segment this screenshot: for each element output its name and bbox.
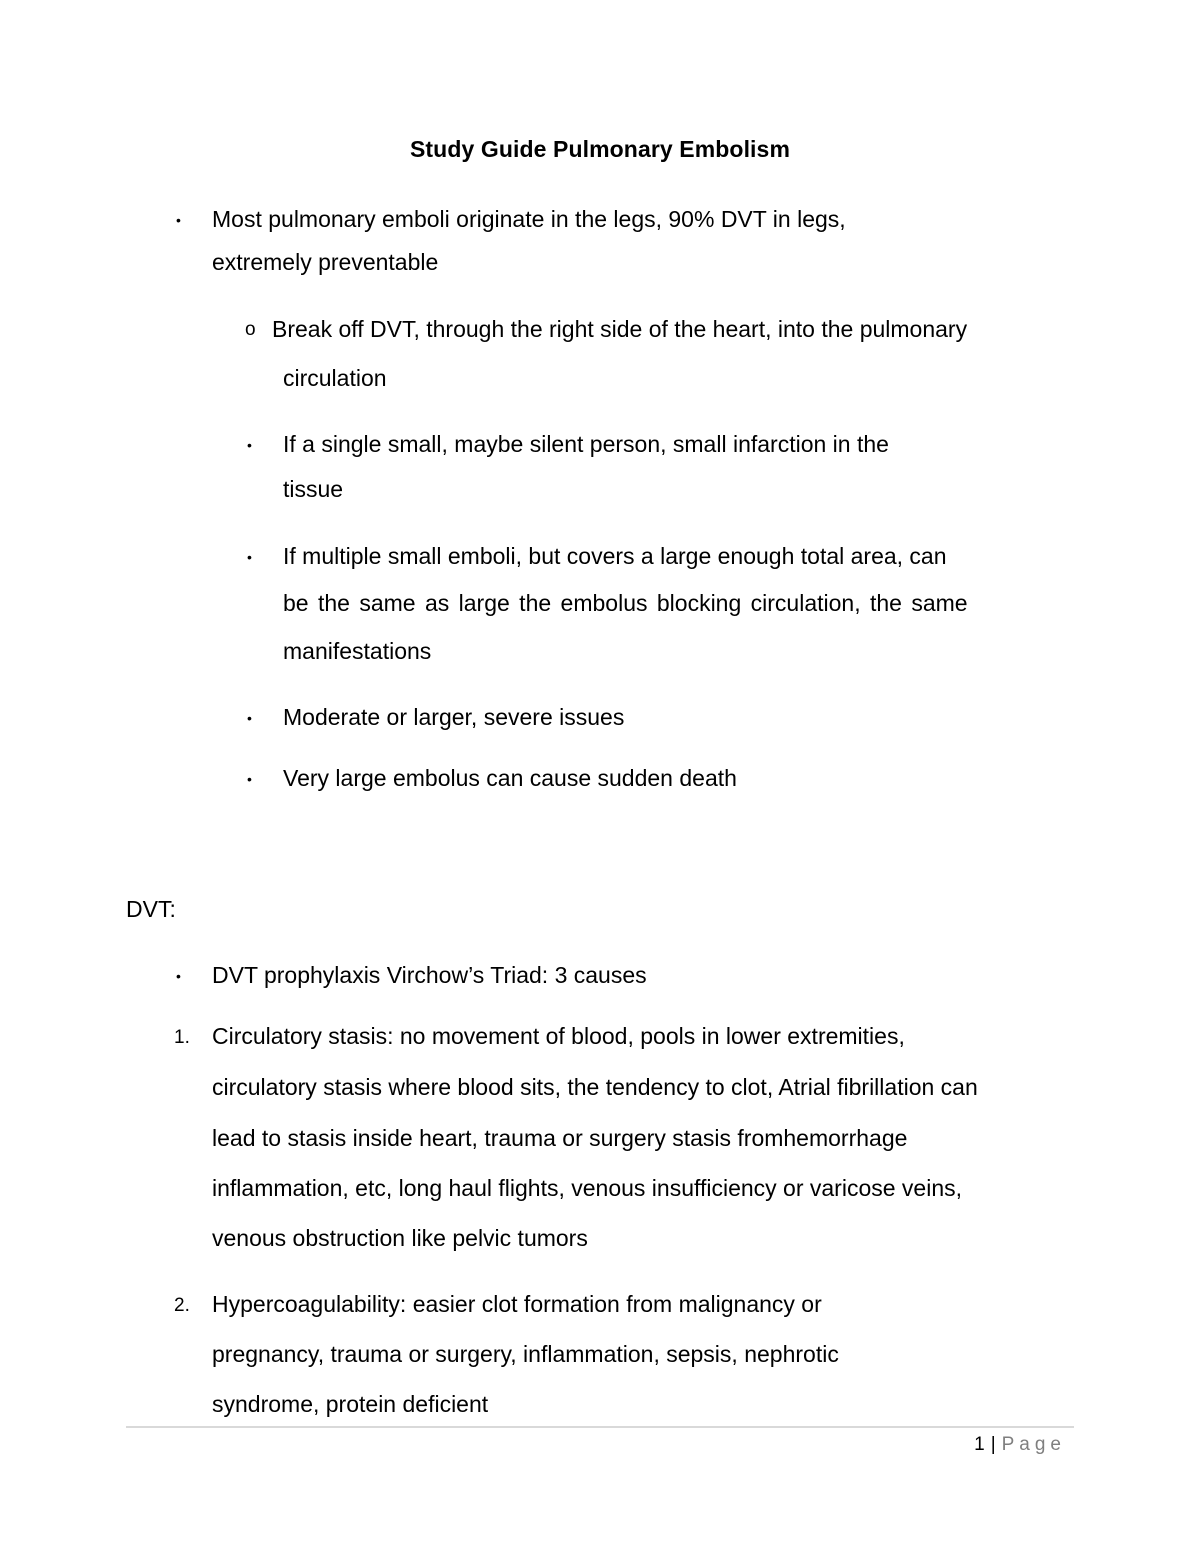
nested-bullet-4-line-1: Very large embolus can cause sudden death — [283, 765, 737, 791]
bullet-marker: • — [247, 710, 252, 726]
nested-bullet-1-line-2: tissue — [283, 476, 344, 502]
bullet-marker: • — [176, 968, 181, 984]
sub-bullet-marker: o — [245, 319, 256, 340]
nested-bullet-2-line-1: If multiple small emboli, but covers a large enough total area, can — [283, 543, 947, 569]
list-number: 2. — [174, 1295, 190, 1316]
list-number: 1. — [174, 1027, 190, 1048]
intro-bullet-line-2: extremely preventable — [212, 249, 439, 275]
footer-separator: | — [990, 1434, 996, 1455]
numbered-item-1-line-2: circulatory stasis where blood sits, the tendency to clot, Atrial fibrillation can — [212, 1074, 978, 1100]
sub-bullet-line-2: circulation — [283, 365, 387, 391]
intro-bullet-line-1: Most pulmonary emboli originate in the legs, 90% DVT in legs, — [212, 206, 846, 232]
bullet-marker: • — [247, 437, 252, 453]
numbered-item-1-line-5: venous obstruction like pelvic tumors — [212, 1225, 588, 1251]
bullet-marker: • — [247, 771, 252, 787]
nested-bullet-1-line-1: If a single small, maybe silent person, small infarction in the — [283, 431, 889, 457]
footer-rule — [126, 1426, 1074, 1428]
numbered-item-1-line-1: Circulatory stasis: no movement of blood, pools in lower extremities, — [212, 1023, 905, 1049]
dvt-bullet-line-1: DVT prophylaxis Virchow’s Triad: 3 causes — [212, 962, 647, 988]
page-label: Page — [1001, 1434, 1066, 1455]
sub-bullet-line-1: Break off DVT, through the right side of the heart, into the pulmonary — [272, 316, 968, 342]
numbered-item-2-line-2: pregnancy, trauma or surgery, inflammation, sepsis, nephrotic — [212, 1341, 839, 1367]
page-footer — [974, 1432, 1066, 1458]
numbered-item-2-line-1: Hypercoagulability: easier clot formation from malignancy or — [212, 1291, 822, 1317]
page-number: 1 — [974, 1434, 985, 1455]
numbered-item-2-line-3: syndrome, protein deficient — [212, 1391, 489, 1417]
document-title: Study Guide Pulmonary Embolism — [409, 136, 790, 162]
section-heading-dvt: DVT: — [126, 896, 176, 922]
numbered-item-1-line-3: lead to stasis inside heart, trauma or surgery stasis fromhemorrhage — [212, 1125, 908, 1151]
bullet-marker: • — [176, 212, 181, 228]
nested-bullet-3-line-1: Moderate or larger, severe issues — [283, 704, 625, 730]
nested-bullet-2-line-2: be the same as large the embolus blocking circulation, the same — [283, 590, 968, 616]
nested-bullet-2-line-3: manifestations — [283, 638, 432, 664]
numbered-item-1-line-4: inflammation, etc, long haul flights, venous insufficiency or varicose veins, — [212, 1175, 963, 1201]
bullet-marker: • — [247, 549, 252, 565]
